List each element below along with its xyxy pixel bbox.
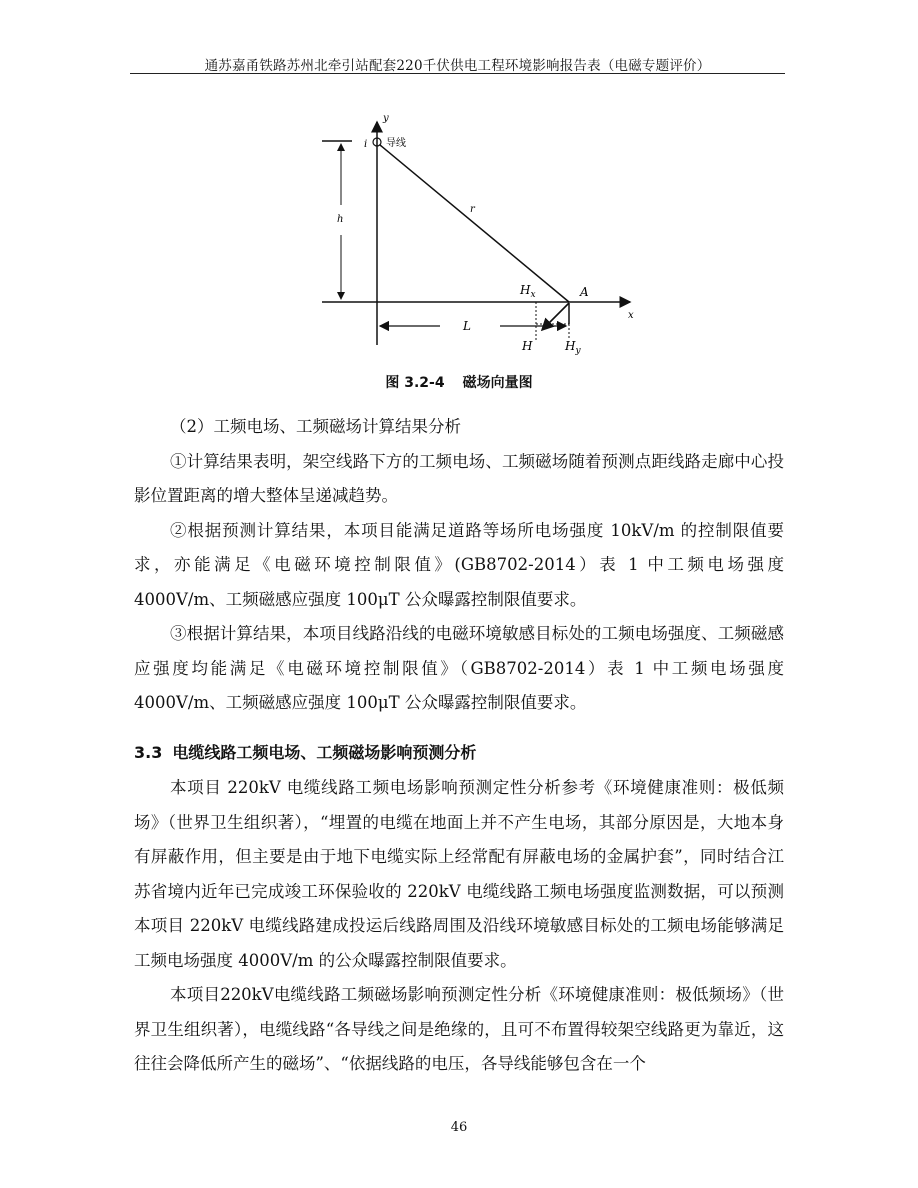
r-line: [380, 145, 569, 302]
h-label: h: [337, 214, 344, 225]
section-3-3-body: [134, 771, 784, 1082]
x-axis-label: x: [628, 310, 634, 321]
section-2-heading: （2）工频电场、工频磁场计算结果分析: [170, 417, 461, 436]
magnetic-field-vector-diagram: [0, 0, 918, 400]
section-title: 电缆线路工频电场、工频磁场影响预测分析: [172, 743, 477, 762]
figure-caption: [0, 372, 918, 392]
hy-label: $H_y$: [565, 339, 581, 356]
section-2-paragraph-2: ②根据预测计算结果，本项目能满足道路等场所电场强度 10kV/m 的控制限值要求，亦能满足《电磁环境控制限值》(GB8702-2014）表 1 中工频电场强度 4000V/m、工频磁感应强度 100μT 公众曝露控制限值要求。: [134, 520, 784, 609]
figure-number: 图 3.2-4: [385, 375, 445, 391]
figure-title: 磁场向量图: [462, 375, 533, 391]
r-label: r: [470, 204, 475, 215]
point-a-label: A: [580, 285, 589, 299]
page-number: 46: [450, 1120, 468, 1135]
l-label: L: [463, 319, 471, 333]
h-field-label: H: [522, 339, 533, 353]
current-label: i: [364, 139, 368, 150]
section-2-paragraph-3: ③根据计算结果，本项目线路沿线的电磁环境敏感目标处的工频电场强度、工频磁感应强度均能满足《电磁环境控制限值》（GB8702-2014）表 1 中工频电场强度 4000V/m、工频磁感应强度 100μT 公众曝露控制限值要求。: [134, 624, 784, 712]
section-3-3-paragraph-1: 本项目 220kV 电缆线路工频电场影响预测定性分析参考《环境健康准则：极低频场》（世界卫生组织著），“埋置的电缆在地面上并不产生电场，其部分原因是，大地本身有屏蔽作用，但主要是由于地下电缆实际上经常配有屏蔽电场的金属护套”，同时结合江苏省境内近年已完成竣工环保验收的 220kV 电缆线路工频电场强度监测数据，可以预测本项目 220kV 电缆线路建成投运后线路周围及沿线环境敏感目标处的工频电场能够满足工频电场强度 4000V/m 的公众曝露控制限值要求。: [134, 778, 784, 970]
hx-label: $H_x$: [520, 283, 536, 300]
section-2-paragraph-1: ①计算结果表明，架空线路下方的工频电场、工频磁场随着预测点距线路走廊中心投影位置距离的增大整体呈递减趋势。: [134, 451, 784, 505]
section-2-body: [134, 410, 784, 721]
page-header: 通苏嘉甬铁路苏州北牵引站配套220千伏供电工程环境影响报告表（电磁专题评价）: [204, 58, 711, 74]
section-3-3-heading: [134, 740, 476, 763]
wire-label: 导线: [386, 138, 406, 149]
section-number: 3.3: [134, 743, 163, 762]
y-axis-label: y: [383, 113, 389, 124]
section-3-3-paragraph-2: 本项目220kV电缆线路工频磁场影响预测定性分析《环境健康准则：极低频场》（世界卫生组织著），电缆线路“各导线之间是绝缘的，且可不布置得较架空线路更为靠近，这往往会降低所产生的磁场”、“依据线路的电压，各导线能够包含在一个: [134, 985, 784, 1073]
